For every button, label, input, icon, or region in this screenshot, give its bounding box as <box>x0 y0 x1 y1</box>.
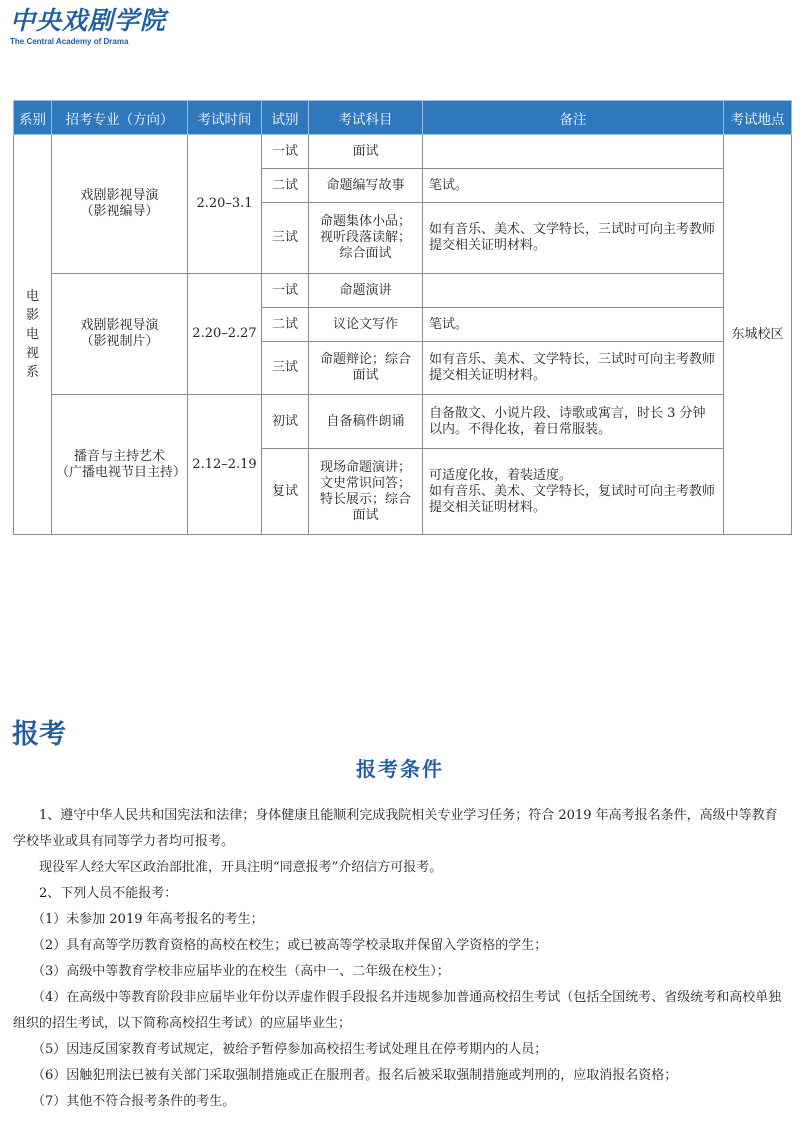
round-note: 笔试。 <box>423 169 724 203</box>
round-label: 初试 <box>262 395 309 449</box>
round-note <box>423 135 724 169</box>
round-note: 如有音乐、美术、文学特长，三试时可向主考教师提交相关证明材料。 <box>423 342 724 395</box>
table-row <box>14 135 792 169</box>
round-note: 如有音乐、美术、文学特长，三试时可向主考教师提交相关证明材料。 <box>423 203 724 274</box>
header-major: 招考专业（方向） <box>52 101 188 135</box>
table-row <box>14 274 792 308</box>
table-header-row <box>14 101 792 135</box>
round-label: 一试 <box>262 274 309 308</box>
round-subject: 命题演讲 <box>309 274 423 308</box>
major-name: 播音与主持艺术 （广播电视节目主持） <box>52 395 188 535</box>
exam-time: 2.12–2.19 <box>188 395 262 535</box>
logo-english-name: The Central Academy of Drama <box>10 37 129 46</box>
header-note: 备注 <box>423 101 724 135</box>
header-exam-time: 考试时间 <box>188 101 262 135</box>
header-location: 考试地点 <box>724 101 792 135</box>
section-title: 报考 <box>12 719 66 750</box>
eligibility-text <box>13 803 788 1115</box>
exam-time: 2.20–2.27 <box>188 274 262 395</box>
section-subtitle: 报考条件 <box>356 757 444 781</box>
list-item: （4）在高级中等教育阶段非应届毕业年份以弄虚作假手段报名并违规参加普通高校招生考试（包括全国统考、省级统考和高校单独组织的招生考试，以下简称高校招生考试）的应届毕业生； <box>13 990 782 1031</box>
round-note: 自备散文、小说片段、诗歌或寓言，时长 3 分钟以内。不得化妆，着日常服装。 <box>423 395 724 449</box>
list-item: （5）因违反国家教育考试规定，被给予暂停参加高校招生考试处理且在停考期内的人员； <box>32 1042 548 1057</box>
major-name: 戏剧影视导演 （影视制片） <box>52 274 188 395</box>
list-item: （3）高级中等教育学校非应届毕业的在校生（高中一、二年级在校生）； <box>32 964 450 979</box>
exam-location: 东城校区 <box>724 135 792 535</box>
round-label: 三试 <box>262 203 309 274</box>
list-item: （7）其他不符合报考条件的考生。 <box>32 1094 236 1109</box>
round-subject: 命题辩论；综合 面试 <box>309 342 423 395</box>
exam-time: 2.20–3.1 <box>188 135 262 274</box>
round-note <box>423 274 724 308</box>
list-item: （2）具有高等学历教育资格的高校在校生；或已被高等学校录取并保留入学资格的学生； <box>32 938 548 953</box>
round-subject: 自备稿件朗诵 <box>309 395 423 449</box>
round-label: 二试 <box>262 308 309 342</box>
header-round: 试别 <box>262 101 309 135</box>
header-subject: 考试科目 <box>309 101 423 135</box>
table-row <box>14 395 792 449</box>
paragraph: 现役军人经大军区政治部批准，开具注明“同意报考”介绍信方可报考。 <box>39 860 443 875</box>
header-department: 系别 <box>14 101 52 135</box>
paragraph: 2、下列人员不能报考： <box>39 886 178 901</box>
paragraph: 1、遵守中华人民共和国宪法和法律；身体健康且能顺利完成我院相关专业学习任务；符合 2019 年高考报名条件，高级中等教育学校毕业或具有同等学力者均可报考。 <box>13 808 778 849</box>
major-name: 戏剧影视导演 （影视编导） <box>52 135 188 274</box>
round-subject: 命题集体小品； 视听段落读解； 综合面试 <box>309 203 423 274</box>
round-label: 二试 <box>262 169 309 203</box>
list-item: （6）因触犯刑法已被有关部门采取强制措施或正在服刑者。报名后被采取强制措施或判刑的，应取消报名资格； <box>32 1068 678 1083</box>
round-label: 三试 <box>262 342 309 395</box>
round-subject: 面试 <box>309 135 423 169</box>
exam-schedule-table <box>13 100 792 535</box>
round-subject: 现场命题演讲； 文史常识问答； 特长展示；综合 面试 <box>309 449 423 535</box>
round-label: 一试 <box>262 135 309 169</box>
logo-chinese-name: 中央戏剧学院 <box>10 6 167 35</box>
round-label: 复试 <box>262 449 309 535</box>
department-name: 电影电视系 <box>25 289 39 380</box>
list-item: （1）未参加 2019 年高考报名的考生； <box>32 912 264 927</box>
round-note: 可适度化妆，着装适度。 如有音乐、美术、文学特长，复试时可向主考教师提交相关证明材料。 <box>423 449 724 535</box>
round-subject: 命题编写故事 <box>309 169 423 203</box>
round-subject: 议论文写作 <box>309 308 423 342</box>
academy-logo <box>10 6 166 46</box>
department-cell <box>14 135 52 535</box>
round-note: 笔试。 <box>423 308 724 342</box>
